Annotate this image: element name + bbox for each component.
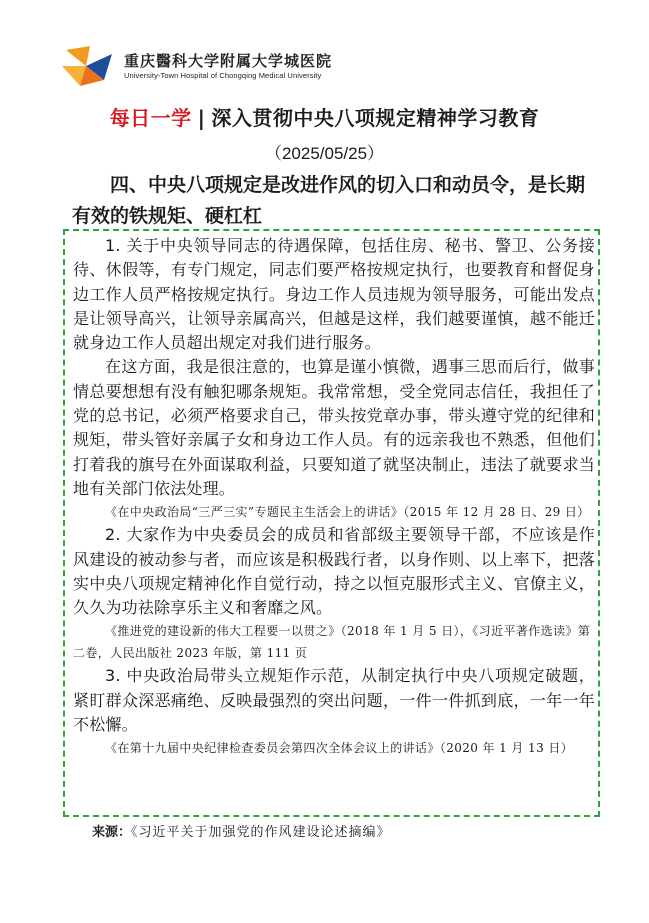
hospital-emblem-icon — [60, 44, 114, 88]
headline-topic: 深入贯彻中央八项规定精神学习教育 — [211, 106, 540, 130]
paragraph-2: 在这方面，我是很注意的，也算是谨小慎微，遇事三思而后行，做事情总要想想有没有触犯哪条规矩。我常常想，受全党同志信任，我担任了党的总书记，必须严格要求自己，带头按党章办事，带头遵守党的纪律和规矩，带头管好亲属子女和身边工作人员。有的远亲我也不熟悉，但他们打着我的旗号在外面谋取利益，只要知道了就坚决制止，违法了就要求当地有关部门依法处理。 — [73, 357, 595, 498]
logo-chinese-name: 重庆醫科大学附属大学城医院 — [124, 52, 333, 70]
section-title: 四、中央八项规定是改进作风的切入口和动员令，是长期有效的铁规矩、硬杠杠 — [72, 174, 586, 227]
publish-date: （2025/05/25） — [264, 144, 385, 163]
source-label: 来源： — [92, 825, 132, 840]
source-line — [92, 821, 391, 840]
paragraph-4: 3. 中央政治局带头立规矩作示范，从制定执行中央八项规定破题，紧盯群众深恶痛绝、反映最强烈的突出问题，一件一件抓到底，一年一年不松懈。 — [73, 666, 595, 735]
paragraph-3: 2. 大家作为中央委员会的成员和省部级主要领导干部，不应该是作风建设的被动参与者，而应该是积极践行者，以身作则、以上率下，把落实中央八项规定精神化作自觉行动，持之以恒克服形式主义、官僚主义，久久为功祛除享乐主义和奢靡之风。 — [73, 525, 595, 618]
citation-1: 《在中央政治局“三严三实”专题民主生活会上的讲话》（2015 年 12 月 28 日、29 日） — [105, 505, 590, 520]
citation-2: 《推进党的建设新的伟大工程要一以贯之》（2018 年 1 月 5 日），《习近平著作选读》第二卷，人民出版社 2023 年版，第 111 页 — [73, 624, 591, 661]
logo-english-name: University-Town Hospital of Chongqing Medical University — [124, 71, 322, 80]
content-body — [73, 234, 595, 759]
paragraph-1: 1. 关于中央领导同志的待遇保障，包括住房、秘书、警卫、公务接待、休假等，有专门规定，同志们要严格按规定执行，也要教育和督促身边工作人员严格按规定执行。身边工作人员违规为领导服务，可能出发点是让领导高兴，让领导亲属高兴，但越是这样，我们越要谨慎，越不能迁就身边工作人员超出规定对我们进行服务。 — [73, 236, 595, 353]
citation-3: 《在第十九届中央纪律检查委员会第四次全体会议上的讲话》（2020 年 1 月 13 日） — [105, 741, 574, 756]
hospital-logo — [60, 44, 360, 94]
source-text: 《习近平关于加强党的作风建设论述摘编》 — [131, 825, 391, 840]
headline-separator: | — [197, 106, 206, 130]
headline-daily-study: 每日一学 — [109, 106, 192, 130]
page-headline — [0, 102, 649, 131]
